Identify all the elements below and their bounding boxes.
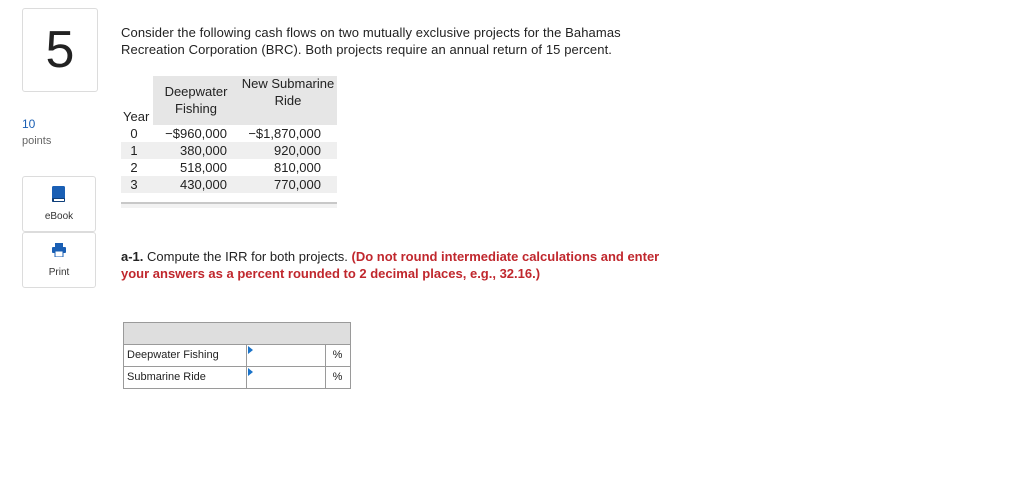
input-marker-icon <box>248 346 253 354</box>
table-footer-rule <box>121 202 337 208</box>
points-label: points <box>22 135 52 147</box>
year-cell: 0 <box>130 126 138 141</box>
year-cell: 3 <box>130 177 138 192</box>
deepwater-cell: 380,000 <box>180 143 227 158</box>
part-a1-label: a-1. <box>121 249 144 264</box>
year-cell: 2 <box>130 160 138 175</box>
problem-statement: Consider the following cash flows on two mutually exclusive projects for the Bahamas Recreation Corporation (BRC). Both projects require an annual return of 15 percent. <box>121 25 621 57</box>
header-submarine: New Submarine Ride <box>241 76 335 108</box>
submarine-cell: 770,000 <box>274 177 321 192</box>
question-number <box>22 8 98 92</box>
table-row <box>121 125 337 142</box>
percent-unit: % <box>332 371 343 383</box>
percent-unit: % <box>332 349 343 361</box>
deepwater-cell: −$960,000 <box>165 126 227 141</box>
table-row <box>121 176 337 193</box>
question-number-text: 5 <box>45 21 75 79</box>
irr-input-submarine[interactable] <box>247 367 326 388</box>
irr-input-deepwater[interactable] <box>247 345 326 366</box>
part-a1-instructions: (Do not round intermediate calculations and enter your answers as a percent rounded to 2 decimal places, e.g., 32.16.) <box>121 249 660 281</box>
submarine-cell: −$1,870,000 <box>248 126 321 141</box>
cash-flow-table-header <box>121 76 337 125</box>
answer-label-submarine: Submarine Ride <box>124 367 247 388</box>
ebook-button[interactable] <box>22 176 96 232</box>
print-button[interactable] <box>22 232 96 288</box>
input-marker-icon <box>248 368 253 376</box>
answer-row-submarine <box>124 367 350 388</box>
print-label: Print <box>48 267 70 278</box>
submarine-cell: 920,000 <box>274 143 321 158</box>
answer-label-deepwater: Deepwater Fishing <box>124 345 247 366</box>
submarine-cell: 810,000 <box>274 160 321 175</box>
cash-flow-table <box>121 76 337 208</box>
deepwater-cell: 430,000 <box>180 177 227 192</box>
year-cell: 1 <box>130 143 138 158</box>
header-year: Year <box>123 109 150 124</box>
part-a1-text: Compute the IRR for both projects. <box>147 249 348 264</box>
part-a1-question <box>121 248 681 282</box>
book-icon <box>51 185 67 203</box>
table-row <box>121 159 337 176</box>
answer-row-deepwater <box>124 345 350 367</box>
ebook-label: eBook <box>44 211 74 222</box>
points-value: 10 <box>22 117 36 131</box>
deepwater-cell: 518,000 <box>180 160 227 175</box>
table-row <box>121 142 337 159</box>
answer-table-header <box>124 323 350 345</box>
irr-answer-table <box>123 322 351 389</box>
points-block <box>22 116 51 150</box>
header-deepwater: Deepwater Fishing <box>164 84 228 116</box>
printer-icon <box>52 241 66 259</box>
